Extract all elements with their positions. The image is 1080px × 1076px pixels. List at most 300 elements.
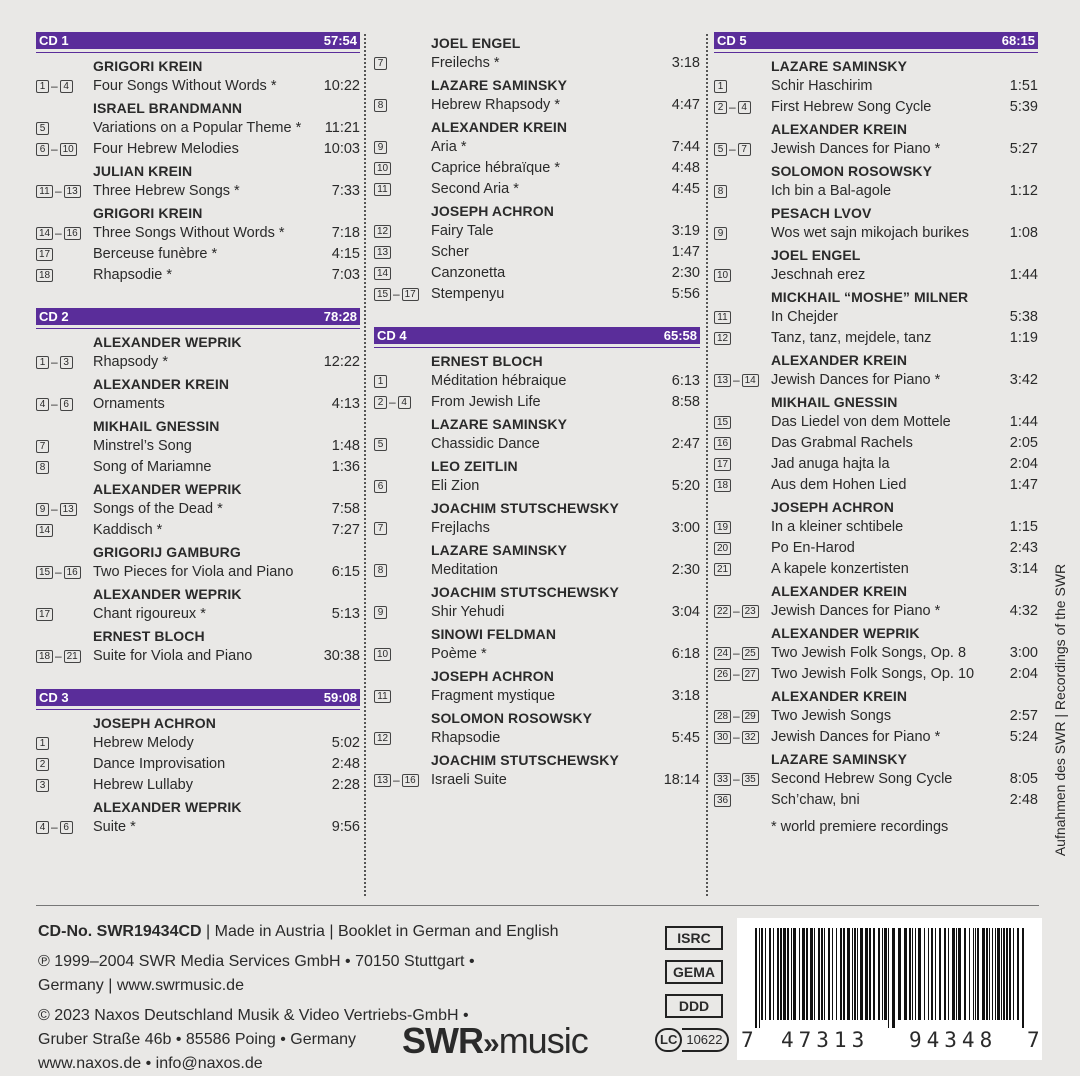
track-row bbox=[714, 538, 1038, 559]
track-number bbox=[374, 263, 431, 284]
track-duration: 4:45 bbox=[671, 181, 700, 197]
barcode-bar bbox=[761, 928, 763, 1020]
composer-name: MIKHAIL GNESSIN bbox=[771, 394, 898, 410]
track-row bbox=[714, 307, 1038, 328]
track-duration: 1:51 bbox=[1009, 78, 1038, 94]
track-number-badge: 14 bbox=[374, 267, 391, 280]
track-number bbox=[36, 76, 93, 97]
composer-name: ERNEST BLOCH bbox=[93, 628, 205, 644]
track-title: Two Pieces for Viola and Piano bbox=[93, 564, 294, 580]
track-number-badge: 36 bbox=[714, 794, 731, 807]
track-duration: 2:43 bbox=[1009, 540, 1038, 556]
track-number bbox=[36, 499, 93, 520]
barcode-bar bbox=[935, 928, 936, 1020]
track-number bbox=[36, 562, 93, 583]
track-row bbox=[374, 686, 700, 707]
track-title: Kaddisch * bbox=[93, 522, 163, 538]
track-title: Freilechs * bbox=[431, 55, 500, 71]
range-dash: – bbox=[733, 667, 740, 681]
track-title: Jewish Dances for Piano * bbox=[771, 603, 941, 619]
ddd-badge: DDD bbox=[665, 994, 723, 1018]
composer-name: MICKHAIL “MOSHE” MILNER bbox=[771, 289, 969, 305]
track-number bbox=[36, 604, 93, 625]
track-number-badge: 13 bbox=[64, 185, 81, 198]
track-row bbox=[714, 433, 1038, 454]
track-duration: 11:21 bbox=[324, 120, 360, 136]
track-duration: 4:32 bbox=[1009, 603, 1038, 619]
track-row bbox=[714, 727, 1038, 748]
footer-line5: Gruber Straße 46b • 85586 Poing • Germany bbox=[38, 1031, 357, 1048]
barcode-bar bbox=[939, 928, 941, 1020]
track-row bbox=[36, 817, 360, 838]
track-title: Jeschnah erez bbox=[771, 267, 866, 283]
track-row bbox=[36, 76, 360, 97]
track-duration: 2:30 bbox=[671, 265, 700, 281]
track-duration: 1:44 bbox=[1009, 414, 1038, 430]
composer-name: JOSEPH ACHRON bbox=[771, 499, 894, 515]
track-duration: 7:18 bbox=[331, 225, 360, 241]
track-title: Jewish Dances for Piano * bbox=[771, 372, 941, 388]
track-title: Ornaments bbox=[93, 396, 165, 412]
track-number bbox=[714, 601, 771, 622]
footer-line4: © 2023 Naxos Deutschland Musik & Video Vertriebs-GmbH • bbox=[38, 1007, 469, 1024]
track-number bbox=[374, 221, 431, 242]
track-duration: 5:38 bbox=[1009, 309, 1038, 325]
track-number-badge: 18 bbox=[36, 650, 53, 663]
track-number-badge: 26 bbox=[714, 668, 731, 681]
barcode-bar bbox=[882, 928, 883, 1020]
barcode-digit-first: 7 bbox=[741, 1028, 754, 1052]
track-number bbox=[714, 328, 771, 349]
track-number-badge: 1 bbox=[36, 356, 49, 369]
track-number-badge: 13 bbox=[714, 374, 731, 387]
track-duration: 7:44 bbox=[671, 139, 700, 155]
barcode-bar bbox=[989, 928, 990, 1020]
barcode-bars bbox=[749, 928, 1033, 1028]
track-number-badge: 14 bbox=[742, 374, 759, 387]
track-number-badge: 11 bbox=[36, 185, 53, 198]
track-row bbox=[714, 790, 1038, 811]
track-row bbox=[36, 520, 360, 541]
track-number bbox=[714, 727, 771, 748]
composer-name: JOACHIM STUTSCHEWSKY bbox=[431, 584, 619, 600]
range-dash: – bbox=[733, 709, 740, 723]
barcode-bar bbox=[857, 928, 858, 1020]
barcode-bar bbox=[787, 928, 789, 1020]
barcode-bar bbox=[952, 928, 955, 1020]
track-number-badge: 17 bbox=[402, 288, 419, 301]
cd-label: CD 5 bbox=[717, 33, 747, 48]
track-number-badge: 9 bbox=[36, 503, 49, 516]
track-title: Rhapsodie bbox=[431, 730, 501, 746]
track-duration: 6:15 bbox=[331, 564, 360, 580]
barcode-bar bbox=[840, 928, 842, 1020]
track-duration: 7:58 bbox=[331, 501, 360, 517]
track-number-badge: 16 bbox=[714, 437, 731, 450]
track-title: Song of Mariamne bbox=[93, 459, 212, 475]
track-number bbox=[374, 179, 431, 200]
track-row bbox=[36, 499, 360, 520]
track-number bbox=[374, 284, 431, 305]
cd-section bbox=[36, 689, 360, 838]
track-number-badge: 9 bbox=[374, 606, 387, 619]
barcode-bar bbox=[843, 928, 845, 1020]
cd-header bbox=[714, 32, 1038, 49]
track-number bbox=[36, 118, 93, 139]
track-number-badge: 10 bbox=[374, 162, 391, 175]
barcode-bar bbox=[824, 928, 825, 1020]
barcode-bar bbox=[1022, 928, 1024, 1028]
track-row bbox=[714, 223, 1038, 244]
track-duration: 3:04 bbox=[671, 604, 700, 620]
track-number-badge: 7 bbox=[36, 440, 49, 453]
track-number bbox=[714, 97, 771, 118]
track-number bbox=[36, 244, 93, 265]
composer-name: ALEXANDER KREIN bbox=[93, 376, 230, 392]
track-number bbox=[714, 433, 771, 454]
track-number bbox=[36, 223, 93, 244]
track-title: Fragment mystique bbox=[431, 688, 556, 704]
composer-name: LAZARE SAMINSKY bbox=[431, 77, 568, 93]
track-title: Four Songs Without Words * bbox=[93, 78, 277, 94]
track-number-badge: 2 bbox=[36, 758, 49, 771]
track-number bbox=[714, 181, 771, 202]
cd-section bbox=[36, 32, 360, 286]
lc-number: 10622 bbox=[682, 1028, 728, 1052]
barcode-bar bbox=[773, 928, 774, 1020]
track-number-badge: 10 bbox=[374, 648, 391, 661]
music-logo-text: music bbox=[498, 1020, 588, 1061]
track-number-badge: 23 bbox=[742, 605, 759, 618]
track-number bbox=[374, 158, 431, 179]
track-title: Variations on a Popular Theme * bbox=[93, 120, 302, 136]
track-row bbox=[36, 754, 360, 775]
track-duration: 2:30 bbox=[671, 562, 700, 578]
track-number-badge: 4 bbox=[398, 396, 411, 409]
column-divider bbox=[364, 34, 366, 896]
track-number-badge: 20 bbox=[714, 542, 731, 555]
track-number-badge: 12 bbox=[714, 332, 731, 345]
track-number-badge: 7 bbox=[374, 57, 387, 70]
track-duration: 7:27 bbox=[331, 522, 360, 538]
track-title: From Jewish Life bbox=[431, 394, 541, 410]
composer-name: LAZARE SAMINSKY bbox=[431, 542, 568, 558]
track-duration: 2:04 bbox=[1009, 666, 1038, 682]
track-number-badge: 3 bbox=[36, 779, 49, 792]
track-row bbox=[374, 95, 700, 116]
track-number-badge: 27 bbox=[742, 668, 759, 681]
track-number bbox=[36, 394, 93, 415]
track-title: Sch’chaw, bni bbox=[771, 792, 860, 808]
composer-name: ALEXANDER KREIN bbox=[771, 121, 908, 137]
track-number bbox=[374, 53, 431, 74]
track-number bbox=[374, 392, 431, 413]
track-duration: 5:39 bbox=[1009, 99, 1038, 115]
barcode-bar bbox=[802, 928, 805, 1020]
track-number bbox=[36, 265, 93, 286]
barcode-bar bbox=[918, 928, 921, 1020]
track-title: Berceuse funèbre * bbox=[93, 246, 218, 262]
track-number-badge: 4 bbox=[60, 80, 73, 93]
track-row bbox=[36, 139, 360, 160]
track-number-badge: 7 bbox=[738, 143, 751, 156]
track-number-badge: 6 bbox=[374, 480, 387, 493]
track-number bbox=[714, 307, 771, 328]
track-row bbox=[714, 370, 1038, 391]
track-number bbox=[714, 454, 771, 475]
track-number bbox=[714, 643, 771, 664]
track-title: Israeli Suite bbox=[431, 772, 507, 788]
barcode-bar bbox=[944, 928, 946, 1020]
range-dash: – bbox=[51, 142, 58, 156]
track-number-badge: 35 bbox=[742, 773, 759, 786]
track-title: Suite * bbox=[93, 819, 136, 835]
track-number-badge: 15 bbox=[714, 416, 731, 429]
barcode-bar bbox=[765, 928, 766, 1020]
track-duration: 4:13 bbox=[331, 396, 360, 412]
track-duration: 5:02 bbox=[331, 735, 360, 751]
composer-name: JOEL ENGEL bbox=[431, 35, 521, 51]
track-number bbox=[36, 436, 93, 457]
track-duration: 1:47 bbox=[671, 244, 700, 260]
track-duration: 30:38 bbox=[323, 648, 360, 664]
composer-name: JOACHIM STUTSCHEWSKY bbox=[431, 500, 619, 516]
barcode-bar bbox=[931, 928, 933, 1020]
track-number bbox=[374, 137, 431, 158]
track-row bbox=[714, 139, 1038, 160]
track-number-badge: 16 bbox=[64, 227, 81, 240]
composer-name: PESACH LVOV bbox=[771, 205, 872, 221]
composer-name: JOACHIM STUTSCHEWSKY bbox=[431, 752, 619, 768]
track-title: Rhapsody * bbox=[93, 354, 168, 370]
track-title: Méditation hébraique bbox=[431, 373, 567, 389]
track-title: Hebrew Rhapsody * bbox=[431, 97, 560, 113]
barcode-bar bbox=[873, 928, 875, 1020]
barcode-bar bbox=[818, 928, 820, 1020]
track-row bbox=[36, 118, 360, 139]
track-number-badge: 8 bbox=[374, 564, 387, 577]
track-number bbox=[36, 181, 93, 202]
barcode-bar bbox=[854, 928, 856, 1020]
track-row bbox=[36, 604, 360, 625]
column-2 bbox=[374, 32, 700, 813]
track-duration: 5:13 bbox=[331, 606, 360, 622]
composer-name: JOSEPH ACHRON bbox=[93, 715, 216, 731]
lc-prefix: LC bbox=[655, 1028, 682, 1052]
track-duration: 3:19 bbox=[671, 223, 700, 239]
track-duration: 1:48 bbox=[331, 438, 360, 454]
range-dash: – bbox=[55, 184, 62, 198]
track-row bbox=[374, 770, 700, 791]
track-number bbox=[374, 728, 431, 749]
cd-header bbox=[36, 32, 360, 49]
composer-name: JOSEPH ACHRON bbox=[431, 668, 554, 684]
barcode bbox=[737, 918, 1042, 1060]
range-dash: – bbox=[389, 395, 396, 409]
track-title: Fairy Tale bbox=[431, 223, 494, 239]
track-duration: 4:47 bbox=[671, 97, 700, 113]
barcode-bar bbox=[806, 928, 808, 1020]
track-duration: 1:36 bbox=[331, 459, 360, 475]
track-row bbox=[36, 244, 360, 265]
range-dash: – bbox=[55, 649, 62, 663]
swr-logo-text: SWR bbox=[402, 1020, 483, 1061]
track-title: Ich bin a Bal-agole bbox=[771, 183, 892, 199]
track-duration: 4:15 bbox=[331, 246, 360, 262]
barcode-bar bbox=[898, 928, 901, 1020]
footer-line3: Germany | www.swrmusic.de bbox=[38, 977, 244, 994]
track-title: Shir Yehudi bbox=[431, 604, 505, 620]
track-duration: 1:08 bbox=[1009, 225, 1038, 241]
track-row bbox=[374, 476, 700, 497]
composer-name: GRIGORIJ GAMBURG bbox=[93, 544, 241, 560]
track-duration: 6:13 bbox=[671, 373, 700, 389]
range-dash: – bbox=[733, 730, 740, 744]
track-number-badge: 22 bbox=[714, 605, 731, 618]
track-row bbox=[714, 97, 1038, 118]
track-number bbox=[714, 790, 771, 811]
track-number bbox=[374, 644, 431, 665]
barcode-bar bbox=[828, 928, 830, 1020]
track-number-badge: 15 bbox=[36, 566, 53, 579]
composer-name: SOLOMON ROSOWSKY bbox=[431, 710, 593, 726]
track-row bbox=[374, 371, 700, 392]
track-number bbox=[36, 733, 93, 754]
barcode-bar bbox=[759, 928, 760, 1028]
column-divider bbox=[706, 34, 708, 896]
barcode-bar bbox=[948, 928, 949, 1020]
cd-label: CD 4 bbox=[377, 328, 407, 343]
footnote: * world premiere recordings bbox=[771, 819, 949, 835]
track-duration: 2:04 bbox=[1009, 456, 1038, 472]
barcode-bar bbox=[860, 928, 863, 1020]
track-row bbox=[714, 475, 1038, 496]
track-title: In a kleiner schtibele bbox=[771, 519, 904, 535]
track-title: Minstrel’s Song bbox=[93, 438, 192, 454]
composer-name: ALEXANDER WEPRIK bbox=[93, 799, 242, 815]
cd-number: CD-No. SWR19434CD bbox=[38, 923, 202, 940]
track-duration: 4:48 bbox=[671, 160, 700, 176]
barcode-digit-group-1: 47313 bbox=[781, 1028, 870, 1052]
track-number-badge: 7 bbox=[374, 522, 387, 535]
track-number-badge: 11 bbox=[374, 183, 391, 196]
footer-divider bbox=[36, 905, 1039, 906]
track-title: Po En-Harod bbox=[771, 540, 855, 556]
track-row bbox=[36, 265, 360, 286]
track-row bbox=[374, 434, 700, 455]
track-title: Second Aria * bbox=[431, 181, 519, 197]
track-title: Schir Haschirim bbox=[771, 78, 873, 94]
track-number-badge: 19 bbox=[714, 521, 731, 534]
barcode-bar bbox=[995, 928, 996, 1020]
track-number-badge: 9 bbox=[374, 141, 387, 154]
track-number bbox=[374, 770, 431, 791]
track-number bbox=[36, 139, 93, 160]
track-title: A kapele konzertisten bbox=[771, 561, 909, 577]
track-title: Aus dem Hohen Lied bbox=[771, 477, 907, 493]
cd-total-time: 68:15 bbox=[1001, 33, 1035, 48]
track-row bbox=[714, 76, 1038, 97]
range-dash: – bbox=[51, 820, 58, 834]
track-number bbox=[374, 434, 431, 455]
track-number-badge: 4 bbox=[36, 821, 49, 834]
track-number-badge: 28 bbox=[714, 710, 731, 723]
barcode-bar bbox=[755, 928, 757, 1028]
track-number bbox=[36, 457, 93, 478]
track-number-badge: 18 bbox=[36, 269, 53, 282]
track-title: Dance Improvisation bbox=[93, 756, 226, 772]
composer-name: GRIGORI KREIN bbox=[93, 58, 203, 74]
track-row bbox=[714, 454, 1038, 475]
barcode-bar bbox=[884, 928, 887, 1020]
track-number bbox=[374, 602, 431, 623]
logo-arrows-icon: » bbox=[483, 1027, 499, 1060]
barcode-bar bbox=[909, 928, 911, 1020]
track-duration: 18:14 bbox=[663, 772, 700, 788]
column-1 bbox=[36, 32, 360, 860]
track-number bbox=[714, 538, 771, 559]
track-number-badge: 5 bbox=[36, 122, 49, 135]
barcode-bar bbox=[973, 928, 974, 1020]
track-number-badge: 1 bbox=[374, 375, 387, 388]
track-row bbox=[714, 517, 1038, 538]
composer-name: ALEXANDER WEPRIK bbox=[93, 334, 242, 350]
composer-name: LAZARE SAMINSKY bbox=[771, 58, 908, 74]
track-number bbox=[714, 517, 771, 538]
track-number-badge: 12 bbox=[374, 225, 391, 238]
track-title: Chassidic Dance bbox=[431, 436, 540, 452]
track-number bbox=[714, 76, 771, 97]
track-title: Two Jewish Folk Songs, Op. 10 bbox=[771, 666, 975, 682]
track-duration: 5:20 bbox=[671, 478, 700, 494]
barcode-bar bbox=[982, 928, 985, 1020]
footer-line1: | Made in Austria | Booklet in German and English bbox=[201, 923, 559, 940]
barcode-bar bbox=[1003, 928, 1005, 1020]
track-row bbox=[374, 242, 700, 263]
barcode-bar bbox=[832, 928, 833, 1020]
track-number-badge: 9 bbox=[714, 227, 727, 240]
track-title: Stempenyu bbox=[431, 286, 505, 302]
barcode-bar bbox=[992, 928, 993, 1020]
barcode-bar bbox=[975, 928, 976, 1020]
track-title: Das Grabmal Rachels bbox=[771, 435, 913, 451]
track-row bbox=[374, 179, 700, 200]
barcode-bar bbox=[904, 928, 907, 1020]
barcode-bar bbox=[1009, 928, 1011, 1020]
track-title: Suite for Viola and Piano bbox=[93, 648, 253, 664]
barcode-bar bbox=[969, 928, 970, 1020]
barcode-bar bbox=[958, 928, 961, 1020]
cd-section bbox=[374, 32, 700, 305]
track-number-badge: 10 bbox=[60, 143, 77, 156]
track-duration: 1:47 bbox=[1009, 477, 1038, 493]
track-title: Meditation bbox=[431, 562, 498, 578]
composer-name: MIKHAIL GNESSIN bbox=[93, 418, 220, 434]
track-title: Hebrew Melody bbox=[93, 735, 194, 751]
cd-section bbox=[36, 308, 360, 667]
track-row bbox=[36, 562, 360, 583]
track-number bbox=[374, 686, 431, 707]
range-dash: – bbox=[51, 79, 58, 93]
spine-text: Aufnahmen des SWR | Recordings of the SWR bbox=[1052, 563, 1068, 857]
track-duration: 1:12 bbox=[1009, 183, 1038, 199]
track-duration: 3:00 bbox=[671, 520, 700, 536]
track-duration: 6:18 bbox=[671, 646, 700, 662]
track-number bbox=[374, 560, 431, 581]
track-title: Chant rigoureux * bbox=[93, 606, 206, 622]
barcode-digit-last: 7 bbox=[1027, 1028, 1040, 1052]
track-title: Two Jewish Folk Songs, Op. 8 bbox=[771, 645, 967, 661]
